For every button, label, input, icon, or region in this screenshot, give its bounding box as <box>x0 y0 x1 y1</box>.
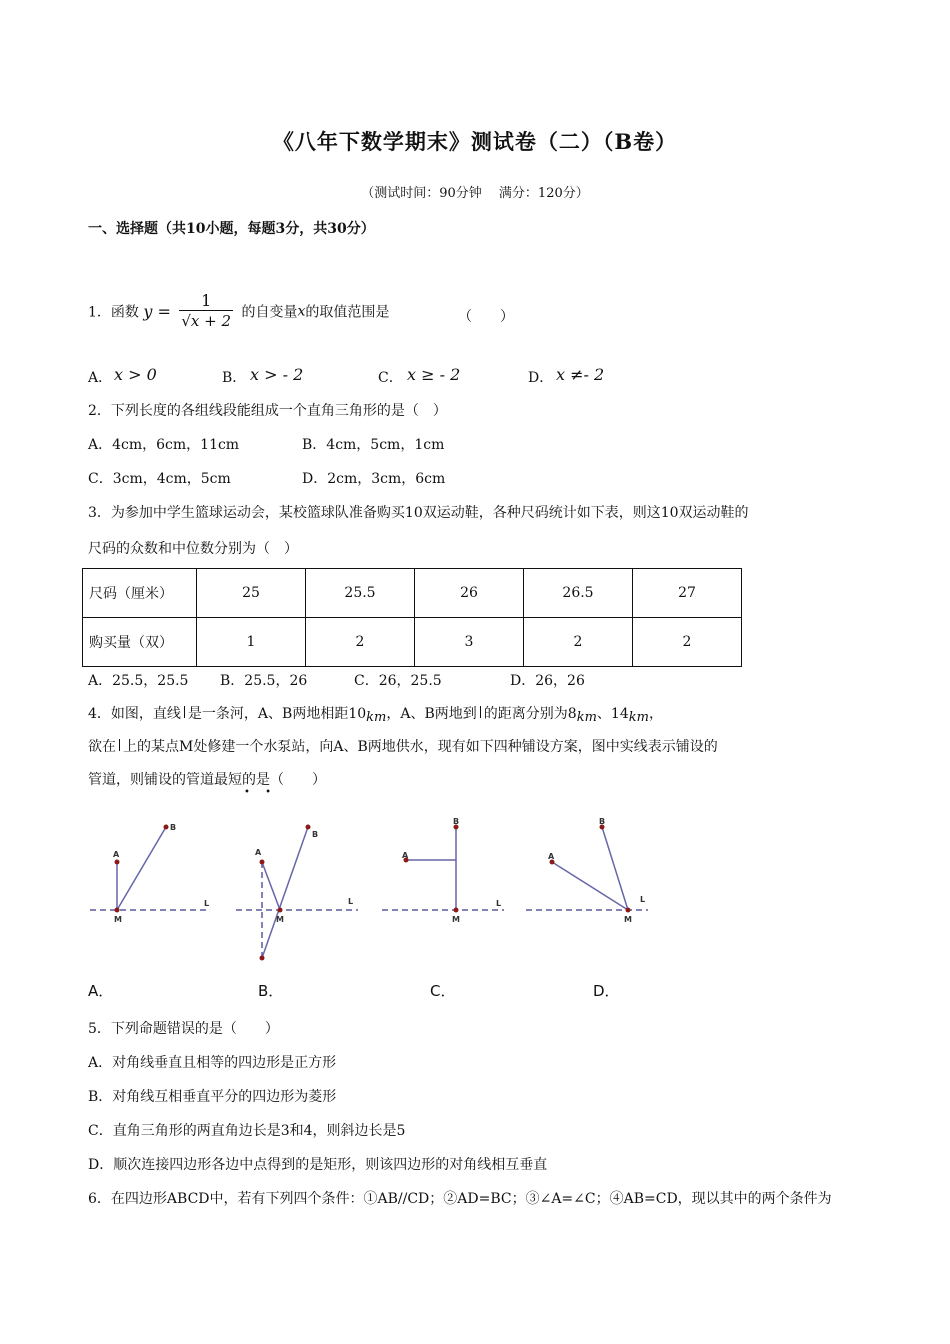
point-m-label: M <box>452 915 460 924</box>
point-b-label: B <box>312 830 319 839</box>
q3-opt-d: D．26，26 <box>510 673 585 689</box>
q1-opt-c: x ≥ - 2 <box>407 365 461 384</box>
test-info: （测试时间：90分钟 满分：120分） <box>361 186 589 201</box>
point-a-label: A <box>255 848 262 857</box>
figure-d <box>526 817 648 924</box>
q2-stem: 2．下列长度的各组线段能组成一个直角三角形的是（ ） <box>88 403 447 419</box>
figure-label-d: D． <box>593 982 620 1000</box>
q2-opt-a: A．4cm，6cm，11cm <box>88 437 240 453</box>
table-cell: 25.5 <box>306 569 415 618</box>
figure-b <box>236 825 358 961</box>
point-b-label: B <box>453 817 460 826</box>
table-cell: 1 <box>197 618 306 667</box>
q2-opt-d: D．2cm，3cm，6cm <box>302 471 446 487</box>
line-l-label: L <box>640 895 646 904</box>
figure-c <box>382 817 504 924</box>
table-header-cell: 购买量（双） <box>83 618 197 667</box>
q2-opt-b: B．4cm，5cm，1cm <box>302 437 445 453</box>
q1-opt-c-label: C． <box>378 370 403 386</box>
table-cell: 2 <box>306 618 415 667</box>
table-cell: 27 <box>633 569 742 618</box>
table-cell: 26.5 <box>524 569 633 618</box>
table-cell: 2 <box>633 618 742 667</box>
q6-stem: 6．在四边形ABCD中，若有下列四个条件：①AB//CD；②AD=BC；③∠A=∠C；④AB=CD，现以其中的两个条件为 <box>88 1191 832 1207</box>
table-cell: 26 <box>415 569 524 618</box>
figure-label-b: B． <box>258 982 284 1000</box>
q2-opt-c: C．3cm，4cm，5cm <box>88 471 231 487</box>
line-l-label: L <box>348 897 354 906</box>
q5-stem: 5．下列命题错误的是（ ） <box>88 1021 279 1037</box>
point-m-label: M <box>276 915 284 924</box>
q1-opt-d: x ≠- 2 <box>556 365 605 384</box>
point-a-label: A <box>402 851 409 860</box>
q1-opt-a: x > 0 <box>114 365 157 384</box>
line-l-label: L <box>496 899 502 908</box>
table-cell: 2 <box>524 618 633 667</box>
point-m-label: M <box>624 915 632 924</box>
q5-opt-b: B．对角线互相垂直平分的四边形为菱形 <box>88 1089 337 1105</box>
table-cell: 25 <box>197 569 306 618</box>
q1-opt-b-label: B． <box>222 370 247 386</box>
section-heading: 一、选择题（共10小题，每题3分，共30分） <box>88 221 375 237</box>
table-row <box>83 569 742 618</box>
q1-stem: 1．函数 y = $\frac{1}{√x + 2}$ 的自变量x的取值范围是 <box>88 291 390 330</box>
q3-opt-a: A．25.5，25.5 <box>88 673 189 689</box>
line-l-label: L <box>204 899 210 908</box>
table-cell: 3 <box>415 618 524 667</box>
figure-a <box>90 823 210 924</box>
point-b-label: B <box>170 823 177 832</box>
figure-label-c: C． <box>430 982 456 1000</box>
q1-paren: （ ） <box>458 309 514 325</box>
q3-stem-line2: 尺码的众数和中位数分别为（ ） <box>88 541 298 557</box>
shoe-size-table <box>82 568 742 667</box>
q3-opt-b: B．25.5，26 <box>220 673 308 689</box>
point-b-label: B <box>599 817 606 826</box>
q4-figures <box>0 810 950 1010</box>
table-row <box>83 618 742 667</box>
q3-stem-line1: 3．为参加中学生篮球运动会，某校篮球队准备购买10双运动鞋，各种尺码统计如下表，则这10双运动鞋的 <box>88 505 749 521</box>
q1-opt-a-label: A． <box>88 370 113 386</box>
q5-opt-a: A．对角线垂直且相等的四边形是正方形 <box>88 1055 337 1071</box>
q5-opt-c: C．直角三角形的两直角边长是3和4，则斜边长是5 <box>88 1123 406 1139</box>
emphasis-dots: • • <box>244 787 277 798</box>
q4-stem-line3: 管道，则铺设的管道最短的是（ ） <box>88 772 326 788</box>
q4-stem-line1: 4．如图，直线 是一条河，A、B两地相距10km，A、B两地到 的距离分别为8km、14km， <box>88 706 663 725</box>
page-title: 《八年下数学期末》测试卷（二）（B卷） <box>272 129 678 154</box>
point-m-label: M <box>114 915 122 924</box>
point-a-label: A <box>548 852 555 861</box>
figure-label-a: A． <box>88 982 114 1000</box>
point-a-label: A <box>113 850 120 859</box>
q1-opt-d-label: D． <box>528 370 554 386</box>
q5-opt-d: D．顺次连接四边形各边中点得到的是矩形，则该四边形的对角线相互垂直 <box>88 1157 548 1173</box>
q1-opt-b: x > - 2 <box>250 365 304 384</box>
table-header-cell: 尺码（厘米） <box>83 569 197 618</box>
q1-fraction: $\frac{1}{√x + 2}$ <box>181 291 232 330</box>
q3-opt-c: C．26，25.5 <box>354 673 442 689</box>
q4-stem-line2: 欲在 上的某点M处修建一个水泵站，向A、B两地供水，现有如下四种铺设方案，图中实线表示铺设的 <box>88 739 718 755</box>
